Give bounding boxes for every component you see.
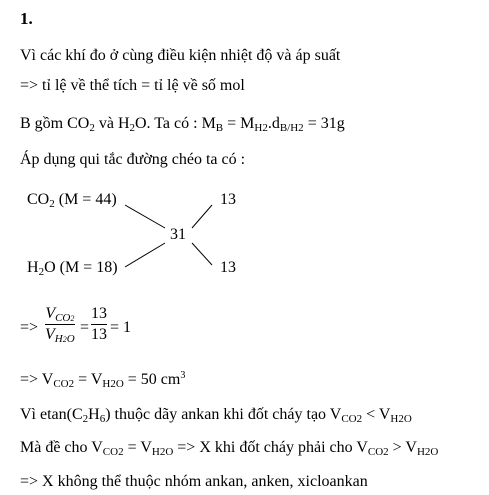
text-fragment: CO [27, 191, 50, 208]
diagonal-line-bottom-left [125, 243, 165, 267]
text-line-2: => tỉ lệ về thể tích = tỉ lệ về số mol [20, 77, 245, 94]
subscript: 6 [99, 413, 106, 425]
subscript [55, 312, 74, 324]
fraction-denominator: 13 [91, 326, 107, 343]
fraction-denominator [45, 327, 75, 343]
text-fragment: => X khi đốt cháy phải cho V [173, 439, 368, 456]
text-fragment: > V [388, 439, 417, 456]
subscript: B [215, 122, 224, 134]
fraction-bar [91, 324, 107, 325]
text-fragment: => V [20, 371, 54, 388]
text-line-8: => X không thể thuộc nhóm ankan, anken, xicloankan [20, 473, 368, 490]
diagonal-line-top-left [125, 205, 165, 228]
text-fragment: H [27, 259, 39, 276]
subscript: 2 [38, 266, 45, 278]
text-fragment: 2 [62, 335, 67, 344]
text-fragment: = V [123, 439, 152, 456]
fraction-numerator [45, 306, 75, 322]
subscript: H2O [102, 378, 124, 390]
text-fragment: O [66, 333, 75, 345]
numeric-fraction [91, 306, 107, 343]
subscript [55, 333, 75, 345]
text-fragment: B gồm CO [20, 115, 90, 132]
text-fragment: V [45, 305, 56, 322]
text-fragment: (M = 44) [54, 191, 117, 208]
text-fragment: ) thuộc dãy ankan khi đốt cháy tạo V [105, 406, 342, 423]
text-fragment: = M [223, 115, 255, 132]
subscript: B/H2 [279, 122, 304, 134]
text-fragment: O (M = 18) [44, 259, 118, 276]
diagonal-line-bottom-right [192, 243, 212, 265]
volume-ratio-fraction [45, 306, 75, 343]
subscript: 2 [82, 413, 89, 425]
diagram-center-value: 31 [170, 226, 186, 243]
text-fragment: < V [362, 406, 391, 423]
subscript: H2O [390, 413, 412, 425]
superscript: 3 [180, 370, 186, 381]
text-fragment: = 50 cm [123, 371, 181, 388]
text-fragment: và H [94, 115, 130, 132]
subscript: 2 [49, 198, 55, 210]
subscript: CO2 [367, 446, 389, 458]
text-fragment: = 31g [303, 115, 345, 132]
subscript: 2 [129, 122, 135, 134]
subscript: CO2 [53, 378, 75, 390]
text-line-6 [20, 407, 412, 423]
subscript: H2 [254, 122, 268, 134]
text-line-4: Áp dụng qui tắc đường chéo ta có : [20, 151, 246, 168]
subscript: 2 [89, 122, 95, 134]
diagram-h2o-label [27, 260, 118, 276]
diagram-co2-label [27, 192, 117, 208]
text-fragment: Vì etan(C [20, 406, 83, 423]
diagram-bottom-right-value: 13 [220, 259, 236, 276]
section-number: 1. [20, 9, 33, 28]
fraction-result: = 1 [110, 319, 132, 336]
fraction-bar [45, 324, 75, 325]
text-fragment: Mà đề cho V [20, 439, 103, 456]
text-fragment: O. Ta có : M [135, 115, 216, 132]
subscript: CO2 [341, 413, 363, 425]
fraction-prefix: => [20, 319, 39, 336]
subscript: H2O [416, 446, 439, 458]
diagram-top-right-value: 13 [220, 191, 236, 208]
text-fragment: V [45, 326, 55, 343]
diagonal-line-top-right [192, 205, 212, 228]
text-line-1: Vì các khí đo ở cùng điều kiện nhiệt độ và áp suất [20, 47, 341, 64]
fraction-numerator: 13 [91, 305, 107, 322]
text-fragment: H [54, 333, 63, 345]
text-fragment: 2 [70, 314, 75, 323]
equals-sign: = [80, 319, 90, 336]
text-line-7 [20, 440, 438, 456]
text-fragment: CO [55, 312, 71, 324]
text-line-5 [20, 372, 185, 388]
text-fragment: H [88, 406, 100, 423]
text-fragment: = V [74, 371, 103, 388]
subscript: CO2 [102, 446, 124, 458]
subscript: H2O [151, 446, 174, 458]
text-fragment: .d [267, 115, 280, 132]
